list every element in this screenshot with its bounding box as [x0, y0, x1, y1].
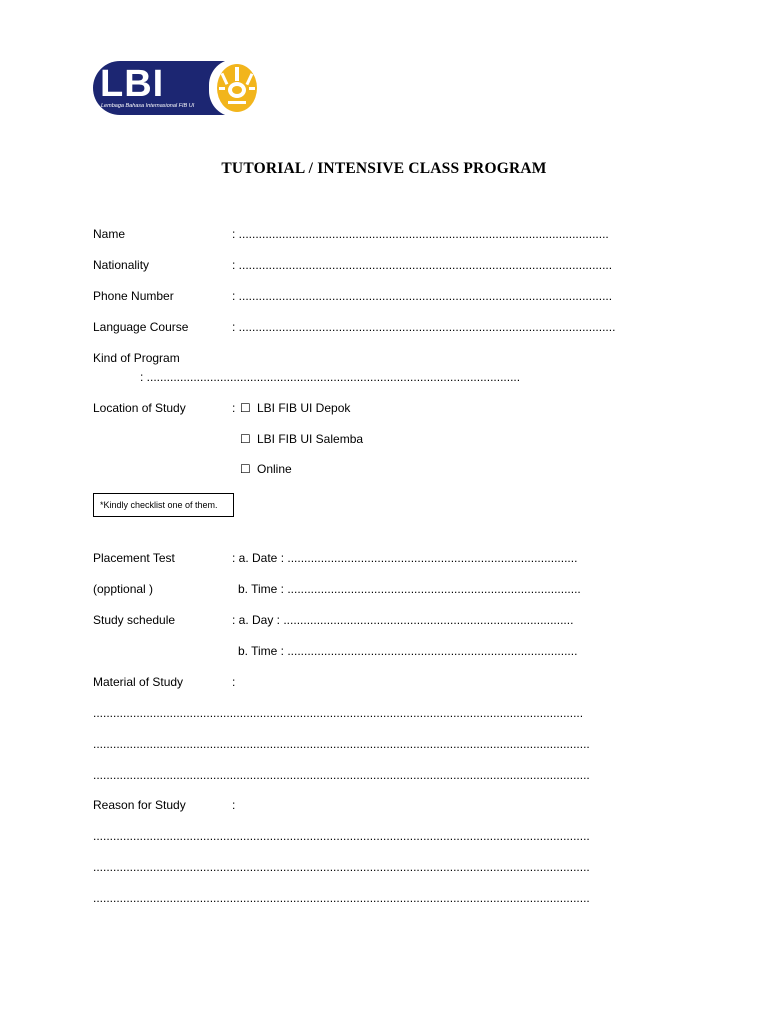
option-depok-label: LBI FIB UI Depok — [257, 401, 351, 415]
option-salemba-label: LBI FIB UI Salemba — [257, 432, 364, 446]
kind-of-program-label: Kind of Program — [93, 351, 180, 365]
schedule-day-field[interactable]: : a. Day : ....................................................................................... — [232, 613, 574, 627]
reason-line-1[interactable]: ..................................................................................................................................................... — [93, 829, 590, 843]
language-course-label: Language Course — [93, 320, 189, 334]
schedule-label: Study schedule — [93, 613, 176, 627]
reason-line-3[interactable]: ..................................................................................................................................................... — [93, 891, 590, 905]
material-line-2[interactable]: ..................................................................................................................................................... — [93, 737, 590, 751]
option-online-label: Online — [257, 462, 292, 476]
location-colon: : — [232, 401, 236, 415]
phone-field[interactable]: : ................................................................................................................ — [232, 289, 613, 303]
reason-line-2[interactable]: ..................................................................................................................................................... — [93, 860, 590, 874]
checkbox-depok[interactable]: ☐ — [240, 401, 251, 415]
nationality-field[interactable]: : ................................................................................................................ — [232, 258, 613, 272]
logo-subtitle: Lembaga Bahasa Internasional FIB UI — [101, 103, 195, 109]
placement-date-field[interactable]: : a. Date : ....................................................................................... — [232, 551, 578, 565]
language-course-field[interactable]: : ................................................................................................................. — [232, 320, 616, 334]
nationality-label: Nationality — [93, 258, 150, 272]
placement-label: Placement Test — [93, 551, 175, 565]
placement-optional-label: (opptional ) — [93, 582, 154, 596]
material-colon: : — [232, 675, 236, 689]
page-title: TUTORIAL / INTENSIVE CLASS PROGRAM — [221, 160, 547, 177]
logo-text: LBI — [100, 63, 165, 105]
checkbox-online[interactable]: ☐ — [240, 462, 251, 476]
name-field[interactable]: : ............................................................................................................... — [232, 227, 609, 241]
phone-label: Phone Number — [93, 289, 174, 303]
material-line-3[interactable]: ..................................................................................................................................................... — [93, 768, 590, 782]
makara-emblem-icon — [214, 61, 260, 115]
reason-colon: : — [232, 798, 236, 812]
kind-of-program-field[interactable]: : ................................................................................................................ — [140, 370, 521, 384]
schedule-time-field[interactable]: b. Time : ....................................................................................... — [238, 644, 578, 658]
checkbox-salemba[interactable]: ☐ — [240, 432, 251, 446]
checklist-note-box: *Kindly checklist one of them. — [93, 493, 234, 517]
name-label: Name — [93, 227, 126, 241]
material-line-1[interactable]: ................................................................................................................................................... — [93, 706, 584, 720]
material-label: Material of Study — [93, 675, 184, 689]
reason-label: Reason for Study — [93, 798, 186, 812]
placement-time-field[interactable]: b. Time : ........................................................................................ — [238, 582, 581, 596]
location-label: Location of Study — [93, 401, 186, 415]
